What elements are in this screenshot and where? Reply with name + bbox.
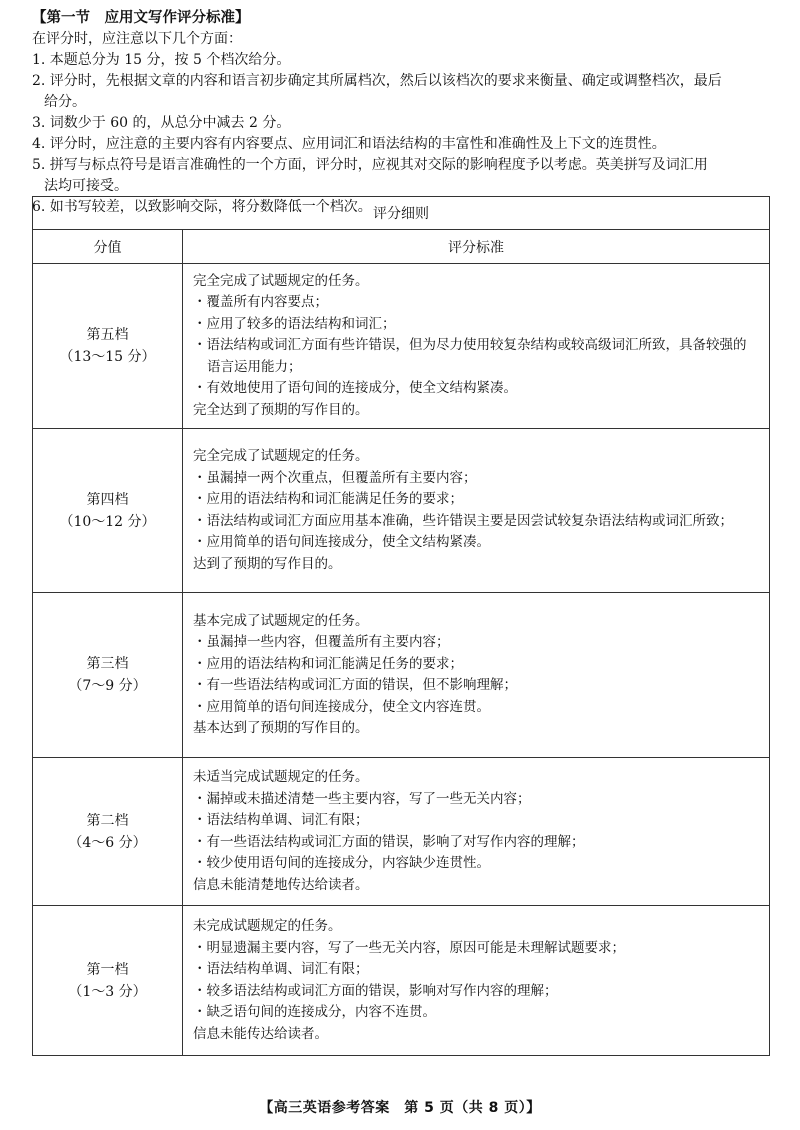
grade-cell bbox=[33, 264, 183, 429]
criteria-bullet: ・语法结构单调、词汇有限； bbox=[193, 812, 369, 828]
criteria-line: 未适当完成试题规定的任务。 bbox=[193, 769, 369, 785]
grade-range: （4～6 分） bbox=[68, 834, 147, 851]
rule-item: 1. 本题总分为 15 分，按 5 个档次给分。 bbox=[32, 52, 291, 68]
column-header-score: 分值 bbox=[33, 230, 183, 264]
grade-range: （13～15 分） bbox=[59, 349, 156, 365]
criteria-cell bbox=[183, 264, 770, 429]
rule-item: 5. 拼写与标点符号是语言准确性的一个方面，评分时，应视其对交际的影响程度予以考虑。英美拼写及词汇用 bbox=[32, 157, 708, 173]
criteria-line: 信息未能传达给读者。 bbox=[193, 1025, 328, 1042]
criteria-line: 基本达到了预期的写作目的。 bbox=[193, 720, 369, 736]
criteria-line: 完全完成了试题规定的任务。 bbox=[193, 272, 369, 289]
rule-item: 6. 如书写较差，以致影响交际，将分数降低一个档次。 bbox=[32, 199, 372, 215]
criteria-line: 完全达到了预期的写作目的。 bbox=[193, 401, 369, 418]
criteria-bullet: ・有效地使用了语句间的连接成分，使全文结构紧凑。 bbox=[193, 380, 517, 397]
rule-item-continuation: 给分。 bbox=[44, 94, 86, 110]
criteria-bullet: ・语法结构或词汇方面应用基本准确，些许错误主要是因尝试较复杂语法结构或词汇所致； bbox=[193, 512, 733, 529]
grade-cell bbox=[33, 906, 183, 1056]
grade-name: 第五档 bbox=[86, 327, 129, 343]
criteria-line: 达到了预期的写作目的。 bbox=[193, 555, 342, 572]
criteria-bullet: ・明显遗漏主要内容，写了一些无关内容，原因可能是未理解试题要求； bbox=[193, 939, 625, 956]
criteria-line: 信息未能清楚地传达给读者。 bbox=[193, 876, 369, 893]
criteria-bullet: ・应用的语法结构和词汇能满足任务的要求； bbox=[193, 491, 463, 507]
table-row bbox=[33, 264, 770, 429]
criteria-bullet: ・缺乏语句间的连接成分，内容不连贯。 bbox=[193, 1004, 436, 1020]
criteria-bullet: ・虽漏掉一些内容，但覆盖所有主要内容； bbox=[193, 634, 450, 650]
criteria-bullet: ・应用简单的语句间连接成分，使全文结构紧凑。 bbox=[193, 534, 490, 550]
grade-cell bbox=[33, 758, 183, 906]
criteria-bullet: ・覆盖所有内容要点； bbox=[193, 294, 328, 311]
criteria-cell bbox=[183, 593, 770, 758]
table-row bbox=[33, 906, 770, 1056]
column-header-criteria: 评分标准 bbox=[183, 230, 770, 264]
grade-name: 第一档 bbox=[86, 961, 129, 978]
criteria-bullet: ・应用简单的语句间连接成分，使全文内容连贯。 bbox=[193, 698, 490, 715]
table-row bbox=[33, 758, 770, 906]
rule-item: 2. 评分时，先根据文章的内容和语言初步确定其所属档次，然后以该档次的要求来衡量、确定或调整档次，最后 bbox=[32, 73, 722, 89]
rules-list bbox=[32, 50, 770, 218]
page-footer: 【高三英语参考答案 第 5 页（共 8 页）】 bbox=[259, 1100, 541, 1116]
grade-cell bbox=[33, 593, 183, 758]
intro-text: 在评分时，应注意以下几个方面： bbox=[32, 31, 242, 47]
grading-table bbox=[32, 196, 770, 1056]
grade-range: （7～9 分） bbox=[68, 678, 147, 694]
criteria-bullet: ・有一些语法结构或词汇方面的错误，但不影响理解； bbox=[193, 677, 517, 693]
criteria-cell bbox=[183, 429, 770, 593]
criteria-line: 基本完成了试题规定的任务。 bbox=[193, 612, 369, 629]
criteria-bullet: ・有一些语法结构或词汇方面的错误，影响了对写作内容的理解； bbox=[193, 833, 585, 850]
table-caption: 评分细则 bbox=[33, 197, 770, 230]
grade-name: 第四档 bbox=[86, 491, 129, 508]
section-title: 【第一节 应用文写作评分标准】 bbox=[32, 10, 250, 26]
table-row bbox=[33, 593, 770, 758]
criteria-bullet: ・应用的语法结构和词汇能满足任务的要求； bbox=[193, 655, 463, 672]
criteria-cell bbox=[183, 906, 770, 1056]
criteria-bullet: ・较多语法结构或词汇方面的错误，影响对写作内容的理解； bbox=[193, 982, 558, 999]
criteria-bullet: ・漏掉或未描述清楚一些主要内容，写了一些无关内容； bbox=[193, 790, 531, 807]
rule-item-continuation: 法均可接受。 bbox=[44, 178, 128, 194]
criteria-bullet: ・应用了较多的语法结构和词汇； bbox=[193, 315, 396, 332]
grade-name: 第二档 bbox=[86, 812, 129, 829]
criteria-bullet: ・虽漏掉一两个次重点，但覆盖所有主要内容； bbox=[193, 469, 477, 486]
criteria-line: 完全完成了试题规定的任务。 bbox=[193, 448, 369, 464]
grade-range: （10～12 分） bbox=[59, 513, 156, 530]
criteria-bullet: ・语法结构或词汇方面有些许错误，但为尽力使用较复杂结构或较高级词汇所致，具备较强的语言运用能力； bbox=[193, 337, 747, 375]
rule-item: 3. 词数少于 60 的，从总分中减去 2 分。 bbox=[32, 115, 291, 131]
table-row bbox=[33, 429, 770, 593]
criteria-bullet: ・较少使用语句间的连接成分，内容缺少连贯性。 bbox=[193, 855, 490, 871]
document-page bbox=[32, 8, 770, 1042]
rule-item: 4. 评分时，应注意的主要内容有内容要点、应用词汇和语法结构的丰富性和准确性及上下文的连贯性。 bbox=[32, 136, 666, 152]
criteria-cell bbox=[183, 758, 770, 906]
criteria-line: 未完成试题规定的任务。 bbox=[193, 918, 342, 934]
grade-cell bbox=[33, 429, 183, 593]
grade-name: 第三档 bbox=[86, 656, 129, 672]
criteria-bullet: ・语法结构单调、词汇有限； bbox=[193, 961, 369, 977]
grade-range: （1～3 分） bbox=[68, 983, 147, 1000]
